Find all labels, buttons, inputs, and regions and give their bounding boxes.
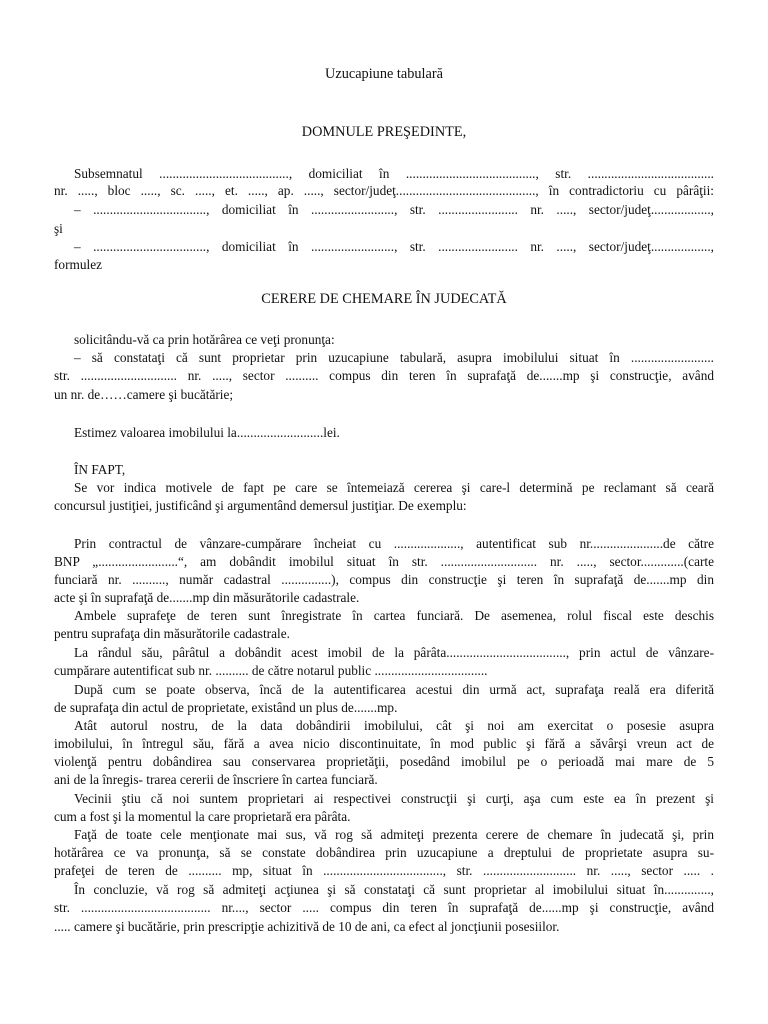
facts-heading: ÎN FAPT,: [74, 462, 126, 477]
body-line: Faţă de toate cele menţionate mai sus, vă rog să admiteţi prezenta cerere de chemare în judecată şi, prin: [74, 827, 714, 842]
parties-line: şi: [54, 221, 63, 236]
facts-intro-line: concursul justiţiei, justificând şi argumentând demersul justiţiar. De exemplu:: [54, 498, 467, 513]
facts-intro-line: Se vor indica motivele de fapt pe care se întemeiază cererea şi care-l determină pe reclamant să ceară: [74, 480, 714, 495]
body-line: hotărârea ce va pronunţa, să se constate dobândirea prin uzucapiune a dreptului de proprietate asupra su-: [54, 845, 714, 860]
parties-line: formulez: [54, 257, 102, 272]
body-line: La rândul său, pârâtul a dobândit acest imobil de la pârâta...................................., prin actul de vânzare-: [74, 645, 714, 660]
body-line: de suprafaţa din actul de proprietate, existând un plus de.......mp.: [54, 700, 398, 715]
parties-line: Subsemnatul ......................................., domiciliat în ......................................., str. ......................................: [74, 166, 714, 181]
request-line: – să constataţi că sunt proprietar prin uzucapiune tabulară, asupra imobilului situat în .........................: [74, 350, 714, 365]
request-line: solicitându-vă ca prin hotărârea ce veţi pronunţa:: [74, 332, 335, 347]
body-line: ..... camere şi bucătărie, prin prescripţie achizitivă de 10 de ani, ca efect al joncţiunii posesiilor.: [54, 919, 560, 934]
addressee-heading: DOMNULE PREŞEDINTE,: [301, 124, 467, 140]
body-line: prafeţei de teren de .......... mp, situat în ...................................., str. ............................ nr. ....., sector ..... .: [54, 863, 714, 878]
parties-line: – .................................., domiciliat în ........................., str. ........................ nr. ....., sector/judeţ..................,: [74, 239, 714, 254]
document-title: Uzucapiune tabulară: [325, 66, 443, 82]
body-line: BNP „........................“, am dobândit imobilul situat în str. ............................. nr. ....., sector.............(carte: [54, 554, 714, 569]
body-line: imobilului, în întregul său, fără a avea nicio discontinuitate, în mod public şi fără a săvârşi vreun act de: [54, 736, 714, 751]
body-line: str. ....................................... nr...., sector ..... compus din teren în suprafaţă de......mp şi construcţie, având: [54, 900, 714, 915]
body-line: acte şi în suprafaţă de.......mp din măsurătorile cadastrale.: [54, 590, 360, 605]
body-line: După cum se poate observa, încă de la autentificarea acestui din urmă act, suprafaţa reală era diferită: [74, 682, 714, 697]
body-line: violenţă pentru dobândirea sau conservarea proprietăţii, posedând imobilul pe o perioadă mai mare de 5: [54, 754, 714, 769]
body-line: pentru suprafaţa din măsurătorile cadastrale.: [54, 626, 290, 641]
request-line: str. ............................. nr. ....., sector .......... compus din teren în suprafaţă de.......mp şi construcţie, având: [54, 368, 714, 383]
request-line: un nr. de……camere şi bucătărie;: [54, 387, 234, 402]
parties-line: nr. ....., bloc ....., sc. ....., et. ....., ap. ....., sector/judeţ.........................................., în contradictoriu cu pârâţii:: [54, 183, 714, 198]
body-line: În concluzie, vă rog să admiteţi acţiunea şi să constataţi că sunt proprietar al imobilului situat în..............,: [74, 882, 714, 897]
body-line: funciară nr. .........., număr cadastral ...............), compus din construcţie şi teren în suprafaţă de.......mp din: [54, 572, 714, 587]
body-line: cum a fost şi la momentul la care proprietară era pârâta.: [54, 809, 351, 824]
body-line: Ambele suprafeţe de teren sunt înregistrate în cartea funciară. De asemenea, rolul fiscal este deschis: [74, 608, 714, 623]
body-line: Vecinii ştiu că noi suntem proprietari ai respectivei construcţii şi curţi, aşa cum este ea în prezent şi: [74, 791, 714, 806]
body-line: Atât autorul nostru, de la data dobândirii imobilului, cât şi noi am exercitat o posesie asupra: [74, 718, 714, 733]
body-line: Prin contractul de vânzare-cumpărare încheiat cu ...................., autentificat sub nr......................de către: [74, 536, 714, 551]
claim-heading: CERERE DE CHEMARE ÎN JUDECATĂ: [261, 291, 507, 307]
body-line: ani de la înregis- trarea cererii de înscriere în cartea funciară.: [54, 772, 378, 787]
body-line: cumpărare autentificat sub nr. .......... de către notarul public ..................................: [54, 663, 488, 678]
estimate-line: Estimez valoarea imobilului la..........................lei.: [74, 425, 340, 440]
parties-line: – .................................., domiciliat în ........................., str. ........................ nr. ....., sector/judeţ..................,: [74, 202, 714, 217]
